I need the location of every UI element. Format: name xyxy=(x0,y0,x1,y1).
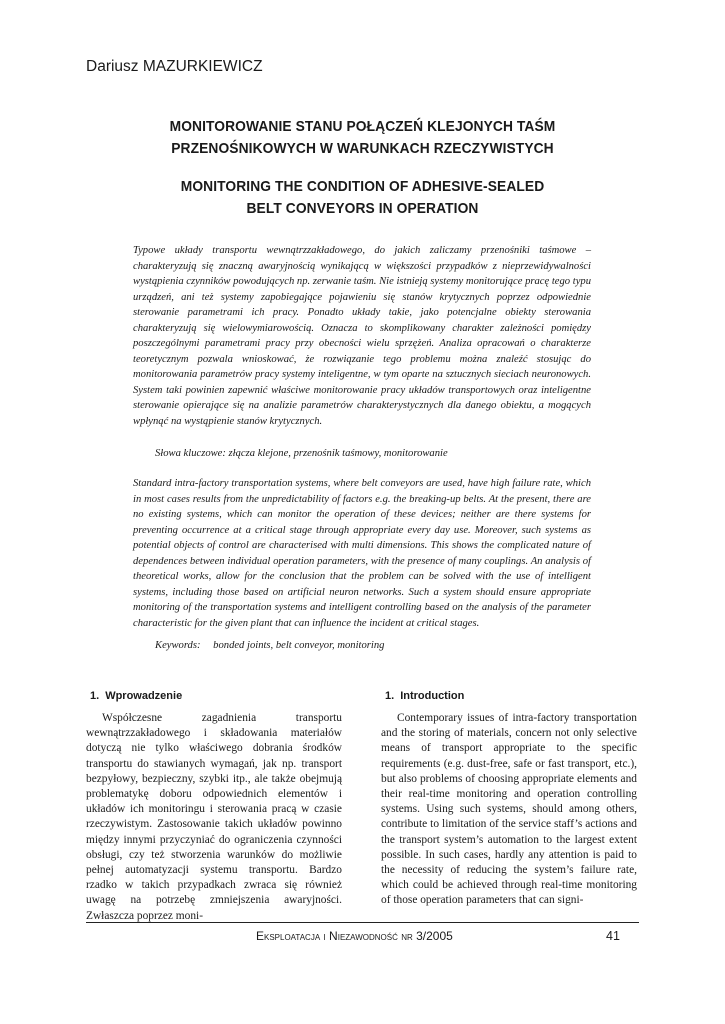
keywords-polish: Słowa kluczowe: złącza klejone, przenośnik taśmowy, monitorowanie xyxy=(155,448,448,459)
section-title-polish: Wprowadzenie xyxy=(105,690,183,702)
column-polish xyxy=(86,690,342,924)
abstract-english: Standard intra-factory transportation systems, where belt conveyors are used, have high failure rate, which in most cases results from the unpredictability of factors e.g. the breaking-up belts. At the present, there are no existing systems, which can monitor the operation of these devices; neither are there systems for preventing occurrence at a critical stage through appropriate every day use. Moreover, such systems as potential objects of control are characterised with multi dimensions. This shows the complicated nature of dependences between individual operation parameters, with the presence of many couplings. An analysis of theoretical works, allow for the conclusion that the problem can be solved with the use of intelligent systems, including those based on artificial neuron networks. Such a system should ensure appropriate monitoring of the transportation systems and intelligent controlling based on the analysis of the parameter characteristic for the given plant that can influence the incident at critical stages. xyxy=(133,478,591,629)
author-name: Dariusz MAZURKIEWICZ xyxy=(86,58,263,75)
abstract-polish: Typowe układy transportu wewnątrzzakładowego, do jakich zaliczamy przenośniki taśmowe – charakteryzują się znaczną awaryjnością wynikającą w większości przypadków z nieprzewidywalności wystąpienia czynników powodujących np. zerwanie taśm. Nie istnieją systemy monitorujące pracę tego typu urządzeń, ani też systemy zapobiegające pojawieniu się stanów krytycznych poprzez odpowiednie sterowanie parametrami ich pracy. Ponadto układy takie, jako potencjalne obiekty sterowania charakteryzują się wielowymiarowością. Oznacza to skomplikowany charakter zależności pomiędzy poszczególnymi parametrami pracy przy obecności wielu sprzężeń. Analiza opracowań o charakterze teoretycznym pozwala wnioskować, że rozwiązanie tego problemu można znaleźć stosując do monitorowania parametrów pracy systemy inteligentne, w tym oparte na sztucznych sieciach neuronowych. System taki powinien zapewnić właściwe monitorowanie pracy układów transportowych oraz inteligentne sterowanie opierające się na analizie parametrów charakterystycznych dla danego obiektu, a mogących wpłynąć na wystąpienie stanów krytycznych. xyxy=(133,245,591,427)
title-polish-line-2: PRZENOŚNIKOWYCH W WARUNKACH RZECZYWISTYCH xyxy=(171,140,554,157)
title-english xyxy=(121,176,604,220)
section-body-english: Contemporary issues of intra-factory transportation and the storing of materials, concern not only selective means of transport appropriate to the specific requirements (e.g. dust-free, safe or fast transport, etc.), but also problems of choosing appropriate elements and their real-time monitoring and operation controlling systems. Using such systems, should among others, contribute to limitation of the service staff’s actions and the transport system’s automation to the largest extent possible. In such cases, hardly any attention is paid to the necessity of reducing the system’s failure rate, which could be achieved through real-time monitoring of those operation parameters that can signi- xyxy=(381,712,637,907)
section-number-polish: 1. xyxy=(90,690,100,702)
footer-page-number: 41 xyxy=(606,929,620,943)
title-english-line-1: MONITORING THE CONDITION OF ADHESIVE-SEALED xyxy=(180,178,545,195)
section-heading-english xyxy=(385,690,637,702)
title-polish xyxy=(121,116,604,160)
title-english-line-2: BELT CONVEYORS IN OPERATION xyxy=(246,200,479,217)
column-english xyxy=(381,690,637,909)
footer-journal-title: Eksploatacja i Niezawodność nr 3/2005 xyxy=(256,929,453,943)
footer-divider xyxy=(86,922,639,923)
keywords-english-text: bonded joints, belt conveyor, monitoring xyxy=(213,640,385,651)
section-number-english: 1. xyxy=(385,690,395,702)
section-heading-polish xyxy=(90,690,342,702)
keywords-english xyxy=(155,640,384,651)
section-body-polish: Współczesne zagadnienia transportu wewnątrzzakładowego i składowania materiałów dotyczą nie tylko właściwego dobrania środków transportu do stawianych wymagań, jak np. transport bezpyłowy, bezpieczny, szybki itp., ale także obejmują problematykę doboru odpowiednich elementów i układów ich monitoringu i sterowania pracą w czasie rzeczywistym. Zastosowanie takich układów powinno między innymi przyczyniać do ograniczenia czynności obsługi, czy też stworzenia warunków do możliwie pełnej automatyzacji systemu transportu. Bardzo rzadko w takich przypadkach zwraca się również uwagę na potrzebę zmniejszenia awaryjności. Zwłaszcza poprzez moni- xyxy=(86,712,342,922)
section-title-english: Introduction xyxy=(400,690,465,702)
title-polish-line-1: MONITOROWANIE STANU POŁĄCZEŃ KLEJONYCH TAŚM xyxy=(169,118,556,135)
keywords-english-label: Keywords: xyxy=(155,640,201,651)
